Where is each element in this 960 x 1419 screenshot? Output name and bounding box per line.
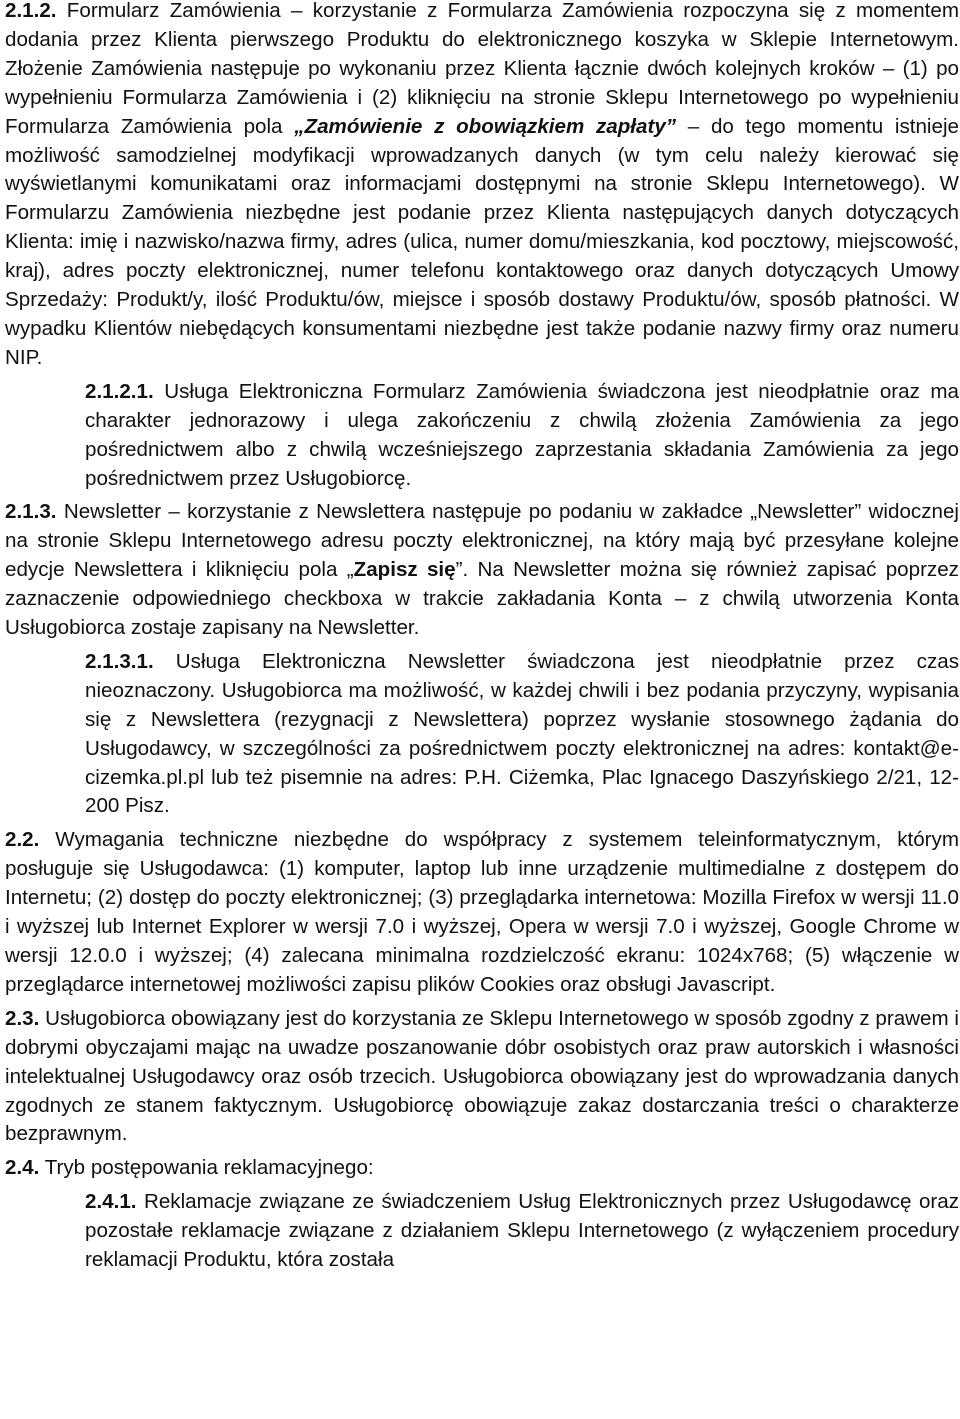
section-2-3: [5, 1005, 959, 1150]
section-number: 2.1.2.1.: [85, 379, 154, 403]
section-2-2: [5, 826, 959, 999]
section-text: Formularz Zamówienia – korzystanie z Formularza Zamówienia rozpoczyna się z momentem dodania przez Klienta pierwszego Produktu do elektronicznego koszyka w Sklepie Internetowym. Złożenie Zamówienia następuje po wykonaniu przez Klienta łącznie dwóch kolejnych kroków – (1) po wypełnieniu Formularza Zamówienia i (2) kliknięciu na stronie Sklepu Internetowego po wypełnieniu Formularza Zamówienia pola: [5, 0, 959, 138]
section-number: 2.2.: [5, 828, 40, 852]
section-2-1-2: [5, 0, 959, 373]
order-button-label: „Zamówienie z obowiązkiem zapłaty”: [294, 114, 677, 138]
section-text: Newsletter – korzystanie z Newslettera następuje po podaniu w zakładce „Newsletter” widocznej na stronie Sklepu Internetowego adresu poczty elektronicznej, na który mają być przesyłane kolejne edycje Newslettera i kliknięciu pola „: [5, 500, 959, 582]
section-2-4: [5, 1154, 959, 1183]
section-2-1-3: [5, 498, 959, 643]
section-number: 2.1.3.: [5, 500, 57, 524]
regulations-document: [5, 0, 959, 1275]
section-text: Usługa Elektroniczna Newsletter świadczona jest nieodpłatnie przez czas nieoznaczony. Usługobiorca ma możliwość, w każdej chwili i bez podania przyczyny, wypisania się z Newslettera (rezygnacji z Newslettera) poprzez wysłanie stosownego żądania do Usługodawcy, w szczególności za pośrednictwem poczty elektronicznej na adres: kontakt@e-cizemka.pl.pl lub też pisemnie na adres: P.H. Ciżemka, Plac Ignacego Daszyńskiego 2/21, 12-200 Pisz.: [85, 649, 959, 818]
section-2-1-3-1: [5, 648, 959, 821]
section-text: Tryb postępowania reklamacyjnego:: [39, 1156, 374, 1180]
section-number: 2.4.: [5, 1156, 40, 1180]
section-text: ”. Na Newsletter można się również zapisać poprzez zaznaczenie odpowiedniego checkboxa w trakcie zakładania Konta – z chwilą utworzenia Konta Usługobiorca zostaje zapisany na Newsletter.: [5, 558, 959, 640]
section-text: Usługa Elektroniczna Formularz Zamówienia świadczona jest nieodpłatnie oraz ma charakter jednorazowy i ulega zakończeniu z chwilą złożenia Zamówienia za jego pośrednictwem albo z chwilą wcześniejszego zaprzestania składania Zamówienia za jego pośrednictwem przez Usługobiorcę.: [85, 379, 959, 490]
section-2-4-1: [5, 1188, 959, 1275]
section-text: Usługobiorca obowiązany jest do korzystania ze Sklepu Internetowego w sposób zgodny z prawem i dobrymi obyczajami mając na uwadze poszanowanie dóbr osobistych oraz praw autorskich i własności intelektualnej Usługodawcy oraz osób trzecich. Usługobiorca obowiązany jest do wprowadzania danych zgodnych ze stanem faktycznym. Usługobiorcę obowiązuje zakaz dostarczania treści o charakterze bezprawnym.: [5, 1006, 959, 1146]
section-number: 2.1.3.1.: [85, 649, 154, 673]
section-text: – do tego momentu istnieje możliwość samodzielnej modyfikacji wprowadzanych danych (w tym celu należy kierować się wyświetlanymi komunikatami oraz informacjami dostępnymi na stronie Sklepu Internetowego). W Formularzu Zamówienia niezbędne jest podanie przez Klienta następujących danych dotyczących Klienta: imię i nazwisko/nazwa firmy, adres (ulica, numer domu/mieszkania, kod pocztowy, miejscowość, kraj), adres poczty elektronicznej, numer telefonu kontaktowego oraz danych dotyczących Umowy Sprzedaży: Produkt/y, ilość Produktu/ów, miejsce i sposób dostawy Produktu/ów, sposób płatności. W wypadku Klientów niebędących konsumentami niezbędne jest także podanie nazwy firmy oraz numeru NIP.: [5, 114, 959, 369]
section-number: 2.4.1.: [85, 1190, 137, 1214]
section-2-1-2-1: [5, 378, 959, 494]
subscribe-button-label: Zapisz się: [353, 558, 456, 582]
section-number: 2.1.2.: [5, 0, 57, 22]
section-number: 2.3.: [5, 1006, 40, 1030]
section-text: Wymagania techniczne niezbędne do współpracy z systemem teleinformatycznym, którym posługuje się Usługodawca: (1) komputer, laptop lub inne urządzenie multimedialne z dostępem do Internetu; (2) dostęp do poczty elektronicznej; (3) przeglądarka internetowa: Mozilla Firefox w wersji 11.0 i wyższej lub Internet Explorer w wersji 7.0 i wyższej, Opera w wersji 7.0 i wyższej, Google Chrome w wersji 12.0.0 i wyższej; (4) zalecana minimalna rozdzielczość ekranu: 1024x768; (5) włączenie w przeglądarce internetowej możliwości zapisu plików Cookies oraz obsługi Javascript.: [5, 828, 959, 996]
section-text: Reklamacje związane ze świadczeniem Usług Elektronicznych przez Usługodawcę oraz pozostałe reklamacje związane z działaniem Sklepu Internetowego (z wyłączeniem procedury reklamacji Produktu, która została: [85, 1190, 959, 1272]
